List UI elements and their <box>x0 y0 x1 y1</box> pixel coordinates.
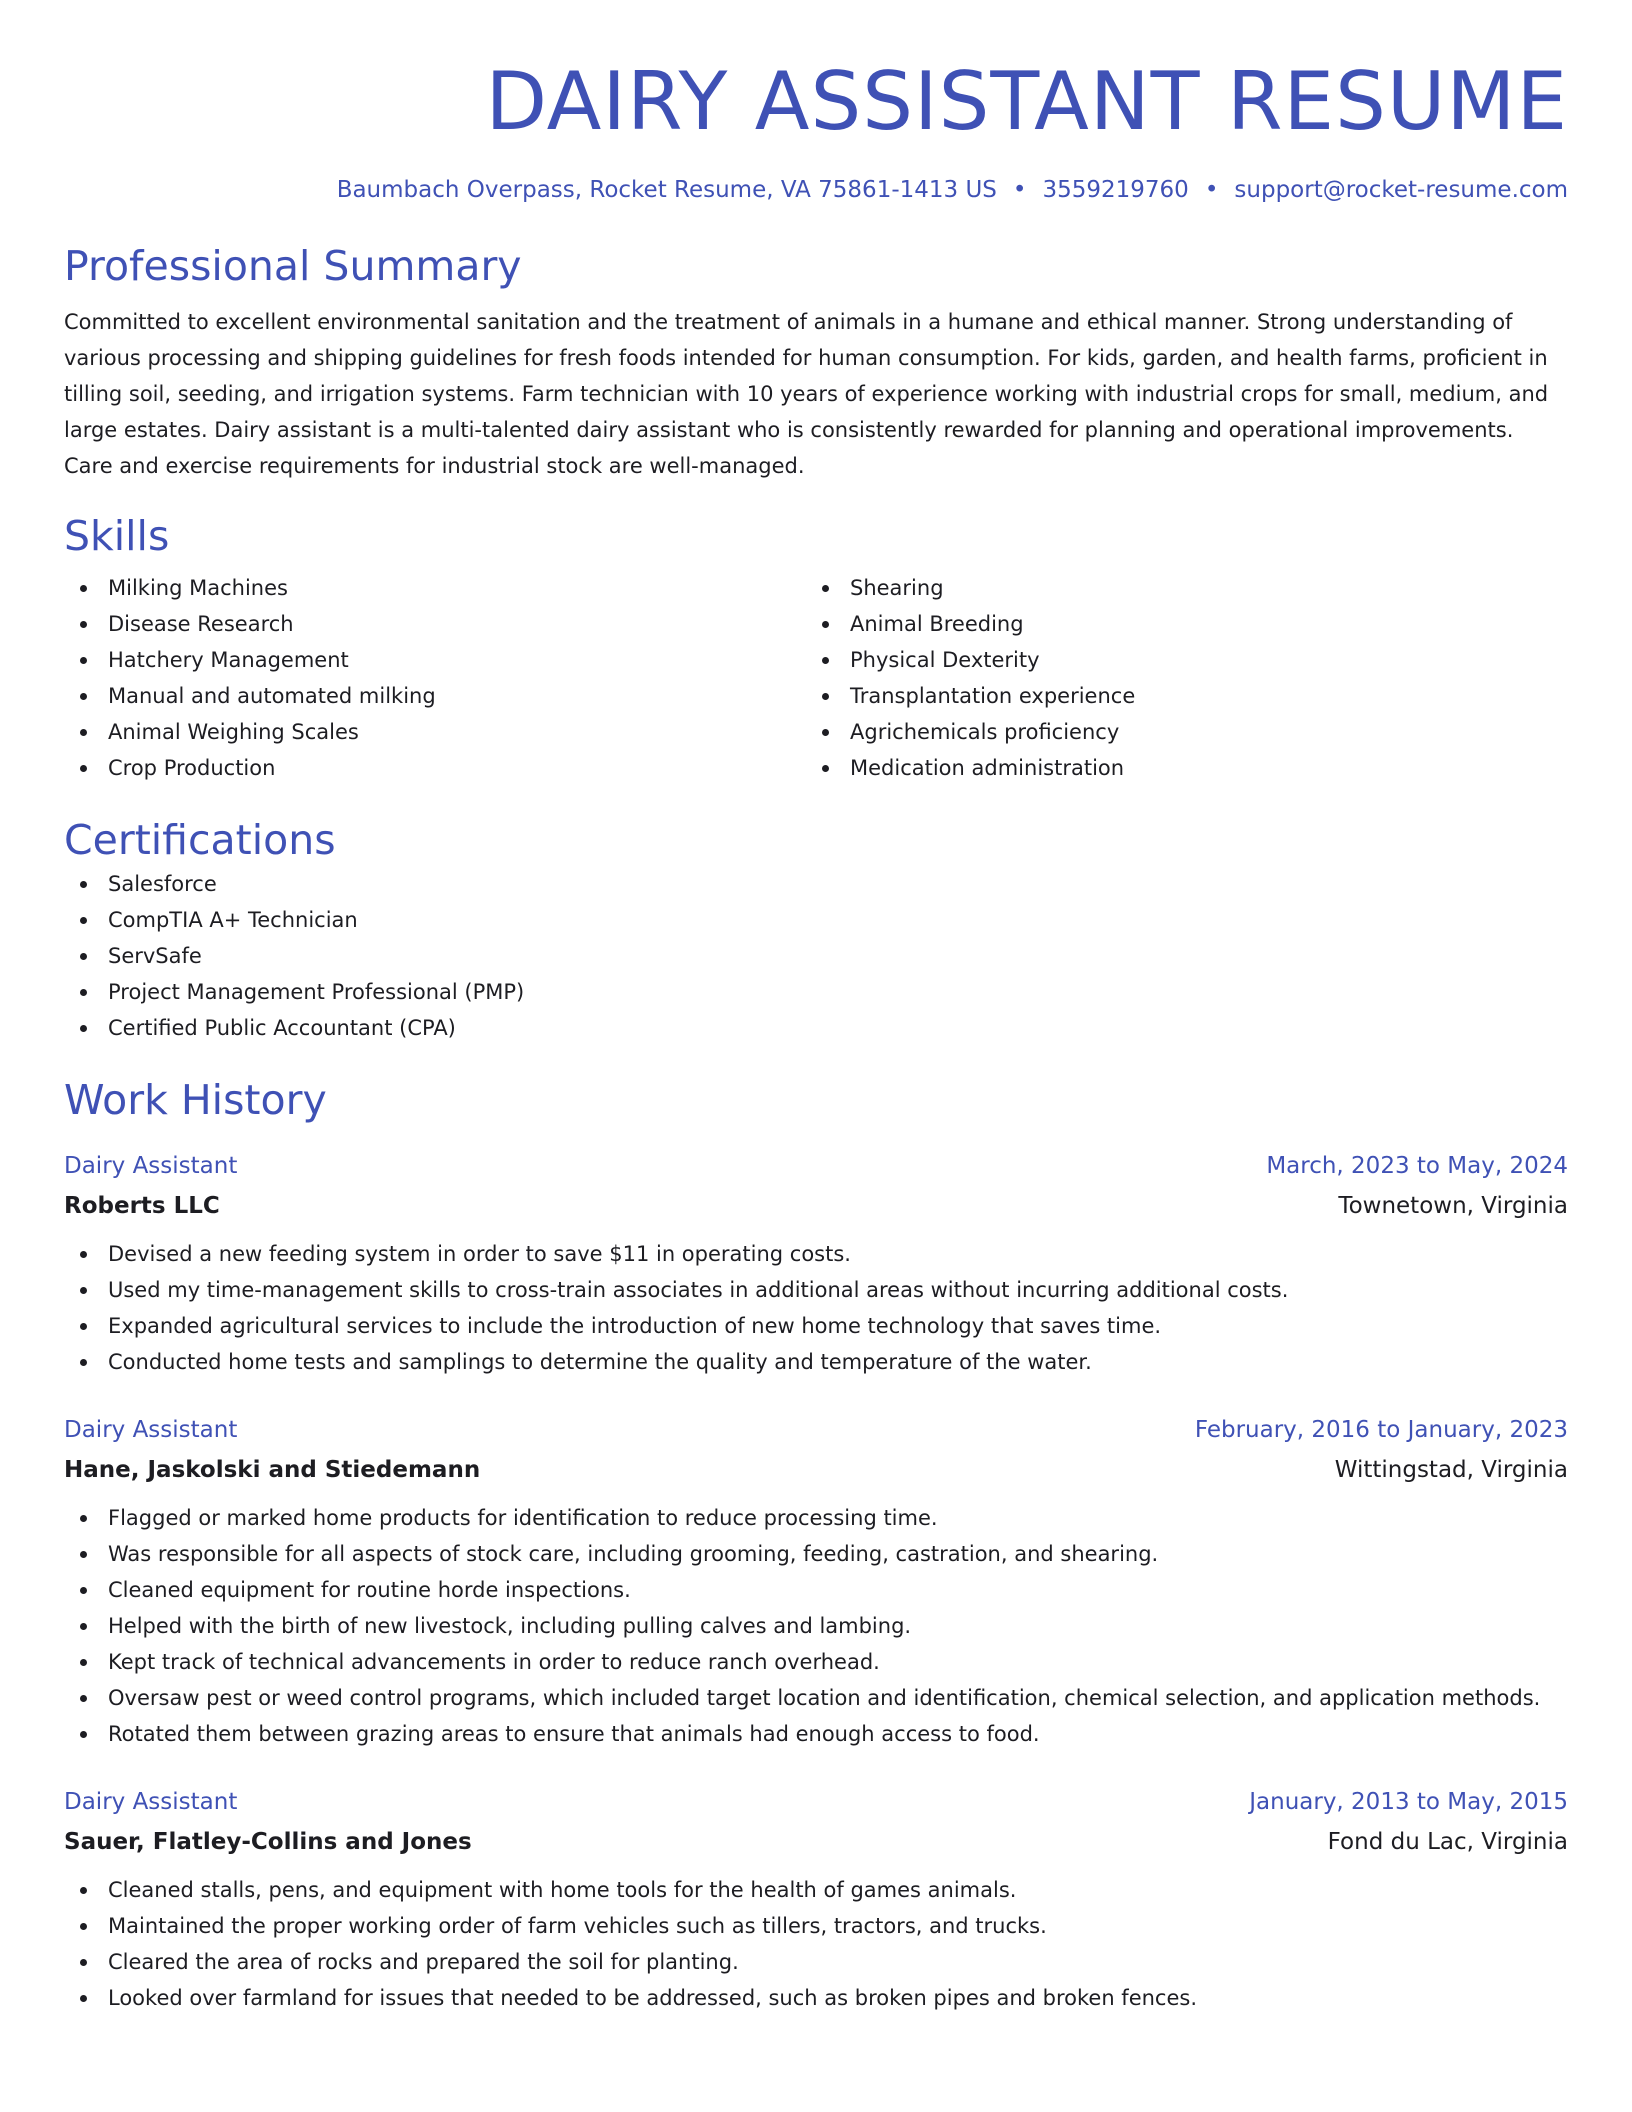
contact-line <box>64 174 1568 206</box>
job-location: Fond du Lac, Virginia <box>1327 1829 1568 1855</box>
job-company: Sauer, Flatley-Collins and Jones <box>64 1829 472 1855</box>
skill-item: Physical Dexterity <box>806 642 1548 678</box>
skills-list-right <box>806 570 1548 786</box>
skill-item: Disease Research <box>64 606 806 642</box>
job-entry <box>64 1410 1568 1752</box>
job-dates: March, 2023 to May, 2024 <box>1266 1153 1568 1179</box>
job-duty: Devised a new feeding system in order to save $11 in operating costs. <box>64 1236 1568 1272</box>
contact-separator: • <box>1204 177 1219 203</box>
certification-item: Certified Public Accountant (CPA) <box>64 1010 1568 1046</box>
skills-section <box>64 510 1568 786</box>
contact-phone: 3559219760 <box>1042 177 1189 203</box>
skill-item: Hatchery Management <box>64 642 806 678</box>
contact-email: support@rocket-resume.com <box>1234 177 1568 203</box>
job-title: Dairy Assistant <box>64 1789 238 1815</box>
job-location: Townetown, Virginia <box>1338 1193 1568 1219</box>
summary-section <box>64 240 1568 484</box>
job-duty: Used my time-management skills to cross-train associates in additional areas without incurring additional costs. <box>64 1272 1568 1308</box>
job-company-row <box>64 1186 1568 1226</box>
certifications-heading: Certifications <box>64 816 336 864</box>
certification-item: Project Management Professional (PMP) <box>64 974 1568 1010</box>
job-duty: Maintained the proper working order of farm vehicles such as tillers, tractors, and trucks. <box>64 1908 1568 1944</box>
certification-item: CompTIA A+ Technician <box>64 902 1568 938</box>
resume-title: DAIRY ASSISTANT RESUME <box>485 55 1568 148</box>
certifications-section <box>64 814 1568 1046</box>
job-duties-list <box>64 1872 1568 2016</box>
work-history-section <box>64 1074 1568 2016</box>
skill-item: Shearing <box>806 570 1548 606</box>
skill-item: Transplantation experience <box>806 678 1548 714</box>
contact-address: Baumbach Overpass, Rocket Resume, VA 75861-1413 US <box>336 177 997 203</box>
skills-list-left <box>64 570 806 786</box>
skills-columns <box>64 570 1568 786</box>
job-company: Hane, Jaskolski and Stiedemann <box>64 1457 481 1483</box>
job-duty: Cleaned stalls, pens, and equipment with home tools for the health of games animals. <box>64 1872 1568 1908</box>
job-company-row <box>64 1822 1568 1862</box>
job-company-row <box>64 1450 1568 1490</box>
work-history-heading: Work History <box>64 1076 327 1124</box>
job-duty: Conducted home tests and samplings to determine the quality and temperature of the water. <box>64 1344 1568 1380</box>
summary-heading: Professional Summary <box>64 242 522 290</box>
job-duty: Expanded agricultural services to include the introduction of new home technology that saves time. <box>64 1308 1568 1344</box>
job-duty: Was responsible for all aspects of stock care, including grooming, feeding, castration, and shearing. <box>64 1536 1568 1572</box>
resume-page <box>64 0 1568 2016</box>
job-duties-list <box>64 1236 1568 1380</box>
skill-item: Agrichemicals proficiency <box>806 714 1548 750</box>
skills-heading: Skills <box>64 512 170 560</box>
skill-item: Milking Machines <box>64 570 806 606</box>
job-duty: Cleaned equipment for routine horde inspections. <box>64 1572 1568 1608</box>
job-header-row <box>64 1410 1568 1450</box>
skill-item: Animal Weighing Scales <box>64 714 806 750</box>
skill-item: Animal Breeding <box>806 606 1548 642</box>
skill-item: Crop Production <box>64 750 806 786</box>
job-duty: Rotated them between grazing areas to ensure that animals had enough access to food. <box>64 1716 1568 1752</box>
certification-item: ServSafe <box>64 938 1568 974</box>
certification-item: Salesforce <box>64 866 1568 902</box>
job-company: Roberts LLC <box>64 1193 220 1219</box>
job-duty: Looked over farmland for issues that needed to be addressed, such as broken pipes and broken fences. <box>64 1980 1568 2016</box>
job-dates: February, 2016 to January, 2023 <box>1194 1417 1568 1443</box>
job-duty: Flagged or marked home products for identification to reduce processing time. <box>64 1500 1568 1536</box>
job-duty: Kept track of technical advancements in order to reduce ranch overhead. <box>64 1644 1568 1680</box>
skill-item: Medication administration <box>806 750 1548 786</box>
job-entry <box>64 1146 1568 1380</box>
skills-column-right <box>806 570 1548 786</box>
job-title: Dairy Assistant <box>64 1153 238 1179</box>
job-duty: Helped with the birth of new livestock, including pulling calves and lambing. <box>64 1608 1568 1644</box>
job-dates: January, 2013 to May, 2015 <box>1249 1789 1568 1815</box>
job-duty: Cleared the area of rocks and prepared the soil for planting. <box>64 1944 1568 1980</box>
job-header-row <box>64 1782 1568 1822</box>
skills-column-left <box>64 570 806 786</box>
contact-separator: • <box>1012 177 1027 203</box>
job-header-row <box>64 1146 1568 1186</box>
job-duty: Oversaw pest or weed control programs, which included target location and identification, chemical selection, and application methods. <box>64 1680 1568 1716</box>
skill-item: Manual and automated milking <box>64 678 806 714</box>
job-title: Dairy Assistant <box>64 1417 238 1443</box>
job-location: Wittingstad, Virginia <box>1334 1457 1568 1483</box>
summary-text: Committed to excellent environmental sanitation and the treatment of animals in a humane and ethical manner. Strong understanding of various processing and shipping guidelines for fresh foods intended for human consumption. For kids, garden, and health farms, proficient in tilling soil, seeding, and irrigation systems. Farm technician with 10 years of experience working with industrial crops for small, medium, and large estates. Dairy assistant is a multi-talented dairy assistant who is consistently rewarded for planning and operational improvements. Care and exercise requirements for industrial stock are well-managed. <box>64 310 1549 478</box>
certifications-list <box>64 866 1568 1046</box>
job-duties-list <box>64 1500 1568 1752</box>
job-entry <box>64 1782 1568 2016</box>
